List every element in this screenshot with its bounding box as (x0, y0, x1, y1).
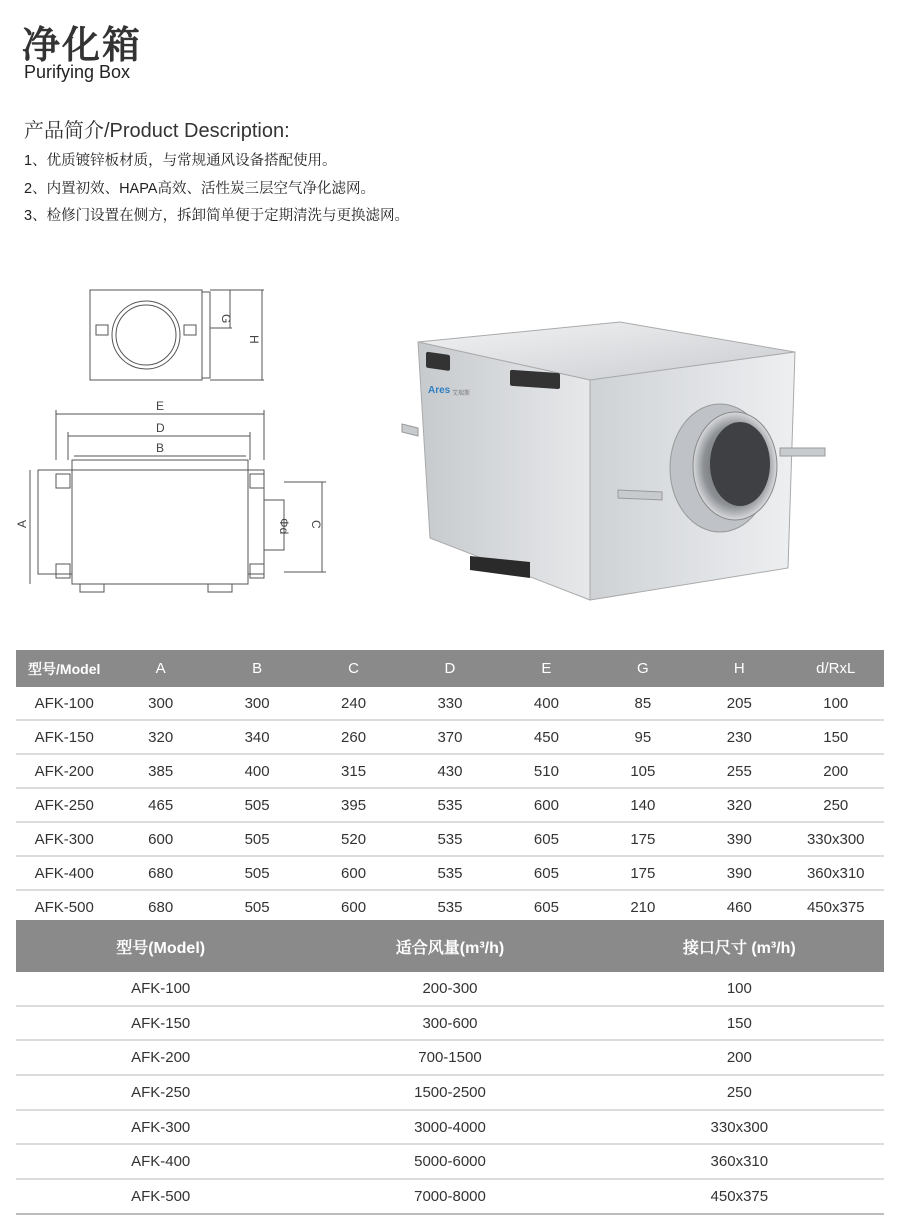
spec-header-cell: G (595, 650, 691, 687)
table-cell: AFK-300 (16, 822, 112, 856)
table-cell: 175 (595, 822, 691, 856)
table-cell: 700-1500 (305, 1040, 594, 1075)
table-cell: AFK-100 (16, 687, 112, 720)
table-cell: 320 (112, 720, 208, 754)
label-phi-d: Φd (277, 518, 291, 535)
page-title-cn: 净化箱 (22, 25, 143, 67)
table-cell: AFK-300 (16, 1110, 305, 1145)
table-cell: 200 (788, 754, 885, 788)
table-cell: AFK-500 (16, 1179, 305, 1214)
spec-header-cell: H (691, 650, 787, 687)
table-cell: 330 (402, 687, 498, 720)
table-cell: AFK-150 (16, 1006, 305, 1041)
spec-table (16, 650, 884, 925)
description-item: 3、检修门设置在侧方，拆卸简单便于定期清洗与更换滤网。 (24, 208, 410, 224)
table-cell: 200 (595, 1040, 884, 1075)
label-g: G (219, 314, 233, 324)
spec-header-cell: E (498, 650, 594, 687)
table-cell: 150 (788, 720, 885, 754)
spec-header-cell: 型号/Model (16, 650, 112, 687)
table-cell: 1500-2500 (305, 1075, 594, 1110)
table-cell: 100 (788, 687, 885, 720)
airflow-header-cell: 适合风量(m³/h) (305, 920, 594, 972)
table-cell: 520 (305, 822, 401, 856)
description-item: 2、内置初效、HAPA高效、活性炭三层空气净化滤网。 (24, 180, 375, 197)
table-cell: 600 (305, 856, 401, 890)
table-cell: 390 (691, 856, 787, 890)
bracket-icon (618, 490, 662, 500)
table-cell: 370 (402, 720, 498, 754)
table-cell: 600 (112, 822, 208, 856)
table-cell: 510 (498, 754, 594, 788)
table-cell: 430 (402, 754, 498, 788)
label-a: A (15, 519, 29, 528)
table-cell: 600 (305, 890, 401, 924)
table-cell: 395 (305, 788, 401, 822)
table-cell: 340 (209, 720, 305, 754)
table-cell: 330x300 (788, 822, 885, 856)
table-cell: AFK-400 (16, 1144, 305, 1179)
table-cell: 200-300 (305, 972, 594, 1006)
table-cell: 175 (595, 856, 691, 890)
table-cell: AFK-100 (16, 972, 305, 1006)
table-cell: 535 (402, 822, 498, 856)
table-cell: 535 (402, 788, 498, 822)
table-cell: 7000-8000 (305, 1179, 594, 1214)
table-row (16, 1110, 884, 1145)
table-cell: AFK-400 (16, 856, 112, 890)
table-cell: 5000-6000 (305, 1144, 594, 1179)
spec-header-cell: C (305, 650, 401, 687)
brand-logo: Ares (428, 385, 451, 396)
table-cell: AFK-200 (16, 1040, 305, 1075)
table-row (16, 720, 884, 754)
table-cell: 505 (209, 788, 305, 822)
table-cell: 300 (209, 687, 305, 720)
table-cell: 450x375 (788, 890, 885, 924)
table-row (16, 754, 884, 788)
table-cell: 505 (209, 822, 305, 856)
table-cell: 315 (305, 754, 401, 788)
description-heading: 产品简介/Product Description: (24, 120, 290, 142)
table-row (16, 1144, 884, 1179)
table-cell: 320 (691, 788, 787, 822)
table-row (16, 856, 884, 890)
table-cell: 680 (112, 856, 208, 890)
table-row (16, 1179, 884, 1214)
spec-header-cell: d/RxL (788, 650, 885, 687)
airflow-header-cell: 型号(Model) (16, 920, 305, 972)
table-cell: 400 (498, 687, 594, 720)
table-cell: 360x310 (595, 1144, 884, 1179)
table-cell: 605 (498, 822, 594, 856)
table-row (16, 822, 884, 856)
label-e: E (156, 399, 165, 413)
table-cell: 260 (305, 720, 401, 754)
table-cell: 450 (498, 720, 594, 754)
page-title-en: Purifying Box (24, 62, 131, 82)
airflow-header-cell: 接口尺寸 (m³/h) (595, 920, 884, 972)
bracket-icon (780, 448, 825, 456)
table-cell: 330x300 (595, 1110, 884, 1145)
table-cell: 205 (691, 687, 787, 720)
table-cell: 3000-4000 (305, 1110, 594, 1145)
table-cell: 400 (209, 754, 305, 788)
table-row (16, 788, 884, 822)
front-view-body (72, 460, 248, 584)
table-cell: 605 (498, 856, 594, 890)
table-row (16, 972, 884, 1006)
table-cell: 460 (691, 890, 787, 924)
label-h: H (247, 335, 261, 344)
airflow-table (16, 920, 884, 1215)
handle-icon (426, 352, 450, 371)
table-cell: 505 (209, 890, 305, 924)
table-cell: 95 (595, 720, 691, 754)
table-cell: 600 (498, 788, 594, 822)
table-cell: 535 (402, 890, 498, 924)
table-cell: AFK-150 (16, 720, 112, 754)
table-cell: 255 (691, 754, 787, 788)
spec-table-header (16, 650, 884, 687)
table-cell: 140 (595, 788, 691, 822)
dimension-drawing (0, 280, 380, 620)
table-cell: 210 (595, 890, 691, 924)
table-cell: 230 (691, 720, 787, 754)
table-cell: 150 (595, 1006, 884, 1041)
table-cell: AFK-500 (16, 890, 112, 924)
table-row (16, 1040, 884, 1075)
table-cell: 360x310 (788, 856, 885, 890)
description-list (24, 148, 409, 231)
airflow-table-header (16, 920, 884, 972)
table-cell: 465 (112, 788, 208, 822)
table-cell: 385 (112, 754, 208, 788)
table-cell: 535 (402, 856, 498, 890)
label-d: D (156, 421, 165, 435)
table-cell: 240 (305, 687, 401, 720)
table-cell: 390 (691, 822, 787, 856)
table-cell: 85 (595, 687, 691, 720)
product-image (400, 300, 830, 610)
label-c: C (309, 520, 323, 529)
bracket-icon (402, 424, 418, 436)
table-cell: 105 (595, 754, 691, 788)
table-cell: 250 (595, 1075, 884, 1110)
spec-header-cell: D (402, 650, 498, 687)
table-row (16, 687, 884, 720)
table-cell: AFK-250 (16, 788, 112, 822)
table-row (16, 1075, 884, 1110)
table-cell: AFK-200 (16, 754, 112, 788)
table-row (16, 1006, 884, 1041)
table-cell: 100 (595, 972, 884, 1006)
table-cell: 250 (788, 788, 885, 822)
table-cell: 680 (112, 890, 208, 924)
label-b: B (156, 441, 165, 455)
brand-logo-sub: 艾瑞斯 (452, 391, 471, 397)
table-cell: 300-600 (305, 1006, 594, 1041)
table-cell: 505 (209, 856, 305, 890)
table-cell: 300 (112, 687, 208, 720)
spec-header-cell: B (209, 650, 305, 687)
table-cell: 605 (498, 890, 594, 924)
description-item: 1、优质镀锌板材质，与常规通风设备搭配使用。 (24, 153, 337, 169)
spec-header-cell: A (112, 650, 208, 687)
table-row (16, 890, 884, 924)
top-view-duct (112, 301, 180, 369)
table-cell: AFK-250 (16, 1075, 305, 1110)
table-cell: 450x375 (595, 1179, 884, 1214)
